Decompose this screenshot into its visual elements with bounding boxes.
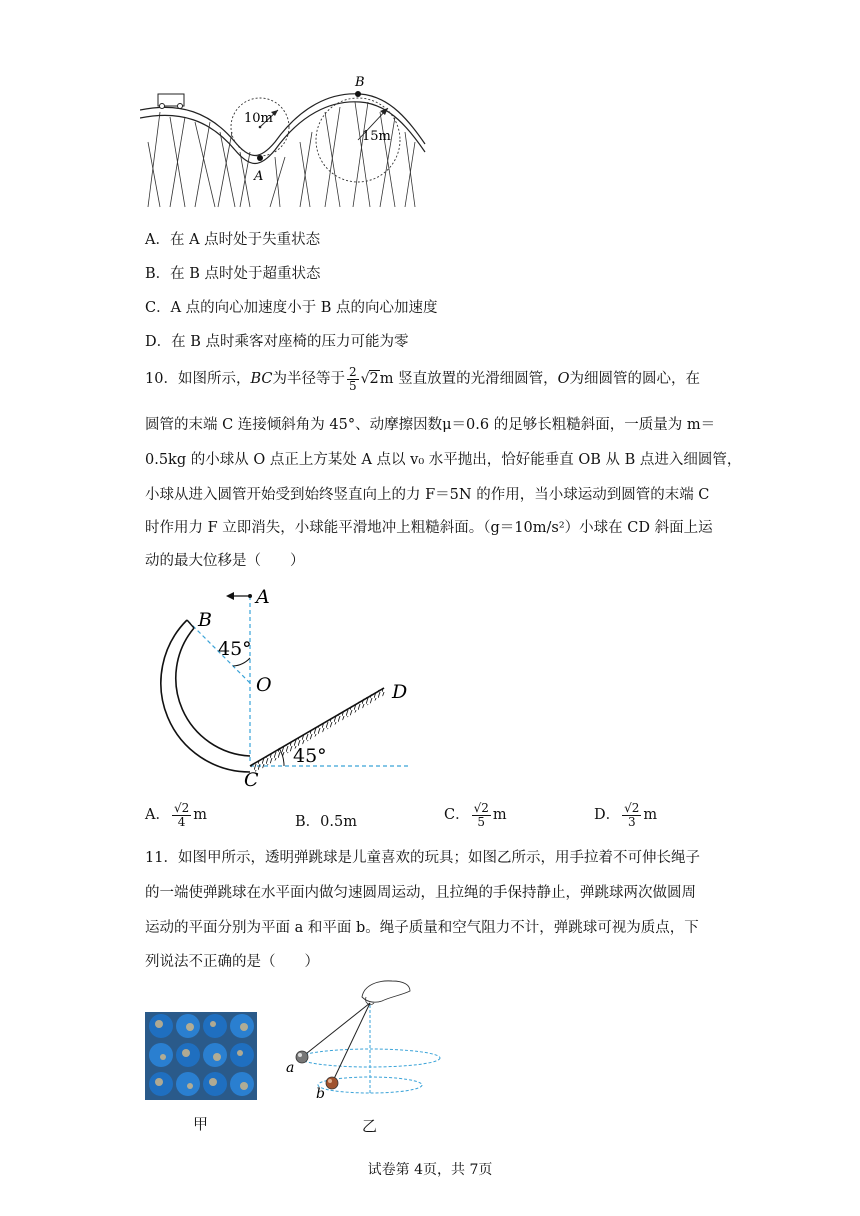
q10-option-c-fraction xyxy=(472,802,491,828)
q10-frac-num: 2 xyxy=(348,364,357,379)
q10-option-d-num: √2 xyxy=(624,801,640,815)
q10-frac-den: 5 xyxy=(348,378,357,393)
figure-label-yi: 乙 xyxy=(362,1117,378,1135)
coaster-point-a: A xyxy=(254,169,264,184)
q11-line-3: 运动的平面分别为平面 a 和平面 b。绳子质量和空气阻力不计，弹跳球可视为质点，下 xyxy=(145,920,699,936)
tube-incline-figure xyxy=(150,578,420,793)
q10-line-5: 时作用力 F 立即消失，小球能平滑地冲上粗糙斜面。（g＝10m/s²）小球在 CD 斜面上运 xyxy=(145,520,713,536)
q10-text-1d: m 竖直放置的光滑细圆管， xyxy=(379,370,558,387)
q10-option-c-prefix: C． xyxy=(444,806,470,823)
figure-label-jia: 甲 xyxy=(193,1115,209,1133)
q11-line-4: 列说法不正确的是（ ） xyxy=(145,954,319,970)
q10-option-b: B．0.5m xyxy=(295,814,357,830)
q10-option-d-unit: m xyxy=(643,806,658,823)
q10-text-o: O xyxy=(557,370,570,387)
q10-radius-fraction xyxy=(347,366,359,392)
q10-option-c-num: √2 xyxy=(473,801,489,815)
q10-option-d-prefix: D． xyxy=(594,806,621,823)
q10-option-c-den: 5 xyxy=(477,814,486,829)
q10-option-c xyxy=(444,802,507,828)
q10-text-1a: 10．如图所示， xyxy=(145,370,251,387)
q10-sqrt-rad: 2 xyxy=(369,370,379,387)
q10-option-c-unit: m xyxy=(492,806,507,823)
tube-angle-top: 45° xyxy=(218,638,252,660)
q10-text-1c: 为半径等于 xyxy=(272,370,345,387)
coaster-radius-a: 10m xyxy=(244,111,273,126)
q9-option-d: D．在 B 点时乘客对座椅的压力可能为零 xyxy=(145,334,409,350)
q10-line-6: 动的最大位移是（ ） xyxy=(145,553,305,569)
coaster-radius-b: 15m xyxy=(362,129,391,144)
q10-line-2: 圆管的末端 C 连接倾斜角为 45°、动摩擦因数μ＝0.6 的足够长粗糙斜面，一质量为 m＝ xyxy=(145,417,716,433)
q10-option-d xyxy=(594,802,657,828)
tube-point-d: D xyxy=(392,681,408,703)
q10-radius-sqrt: √2 xyxy=(360,370,379,387)
q10-option-a-num: √2 xyxy=(173,801,190,815)
roller-coaster-figure xyxy=(140,72,430,217)
coaster-point-b: B xyxy=(355,75,365,90)
q10-option-a-prefix: A． xyxy=(145,806,170,823)
tube-angle-bottom: 45° xyxy=(293,745,327,767)
q10-option-a-fraction xyxy=(172,802,191,828)
tube-point-c: C xyxy=(244,769,259,791)
q10-text-bc: BC xyxy=(250,370,273,387)
page-footer: 试卷第 4页，共 7页 xyxy=(367,1162,493,1178)
q11-line-2: 的一端使弹跳球在水平面内做匀速圆周运动，且拉绳的手保持静止，弹跳球两次做圆周 xyxy=(145,885,696,901)
pendulum-label-b: b xyxy=(316,1086,325,1102)
tube-point-b: B xyxy=(198,609,212,631)
q9-option-b: B．在 B 点时处于超重状态 xyxy=(145,266,321,282)
pendulum-label-a: a xyxy=(286,1060,295,1076)
q10-text-1f: 为细圆管的圆心，在 xyxy=(569,370,701,387)
q10-option-d-den: 3 xyxy=(627,814,636,829)
q11-line-1: 11．如图甲所示，透明弹跳球是儿童喜欢的玩具；如图乙所示，用手拉着不可伸长绳子 xyxy=(145,850,700,866)
q10-option-a-unit: m xyxy=(193,806,208,823)
q10-line-4: 小球从进入圆管开始受到始终竖直向上的力 F＝5N 的作用，当小球运动到圆管的末端 C xyxy=(145,487,710,503)
q10-option-a xyxy=(145,802,207,828)
bouncy-balls-photo xyxy=(145,1012,257,1100)
q10-option-d-fraction xyxy=(622,802,641,828)
q10-line-1 xyxy=(145,362,700,396)
tube-point-a: A xyxy=(256,586,270,608)
q10-option-a-den: 4 xyxy=(177,814,186,829)
tube-point-o: O xyxy=(256,674,272,696)
q9-option-a: A．在 A 点时处于失重状态 xyxy=(145,232,321,248)
conical-pendulum-figure xyxy=(282,975,442,1105)
q10-line-3: 0.5kg 的小球从 O 点正上方某处 A 点以 v₀ 水平抛出，恰好能垂直 OB 从 B 点进入细圆管， xyxy=(145,452,742,468)
q9-option-c: C．A 点的向心加速度小于 B 点的向心加速度 xyxy=(145,300,438,316)
